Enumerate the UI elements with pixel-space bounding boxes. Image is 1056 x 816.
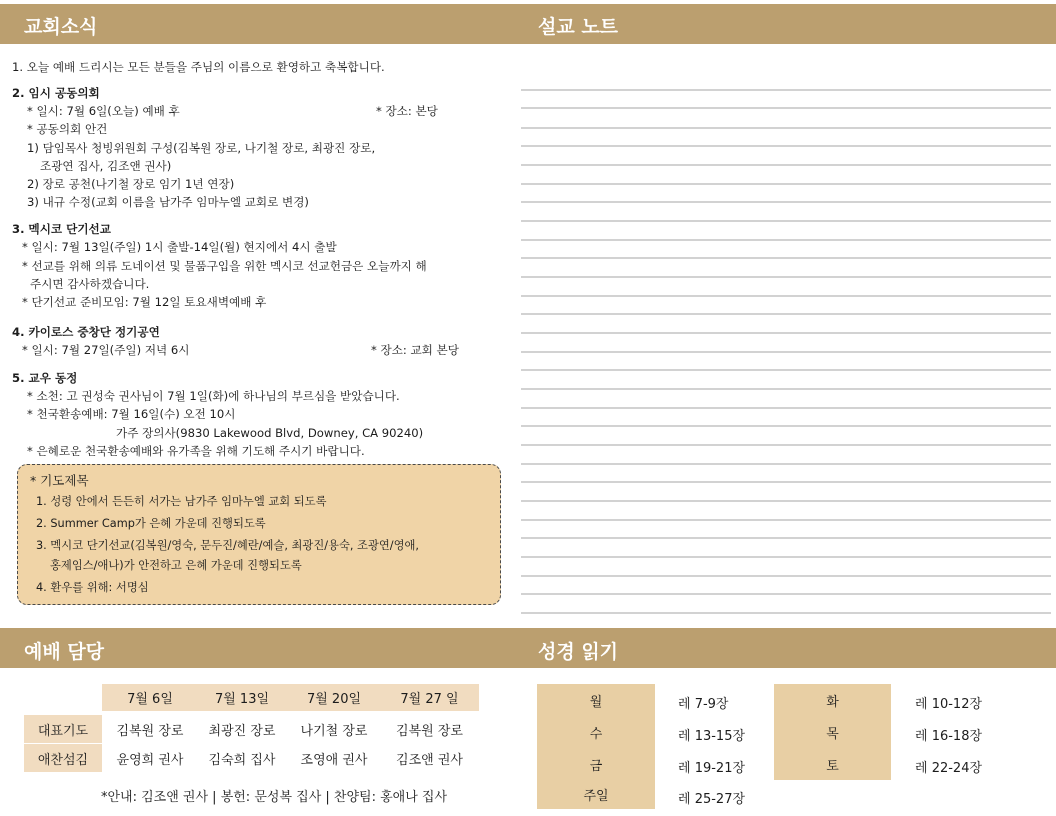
bible-reading-fri: 레 19-21장 bbox=[678, 761, 746, 776]
schedule-cell: 김숙희 집사 bbox=[208, 752, 276, 768]
news-item-4-place: * 장소: 교회 본당 bbox=[371, 343, 459, 357]
schedule-cell: 나기철 장로 bbox=[300, 723, 368, 739]
note-rule-line bbox=[521, 593, 1051, 595]
note-rule-line bbox=[521, 295, 1051, 297]
news-item-2-agenda: * 공동의회 안건 bbox=[27, 122, 108, 136]
note-rule-line bbox=[521, 612, 1051, 614]
prayer-title: * 기도제목 bbox=[30, 473, 89, 488]
note-rule-line bbox=[521, 127, 1051, 129]
bible-reading-tue: 레 10-12장 bbox=[915, 697, 983, 712]
note-rule-line bbox=[521, 239, 1051, 241]
note-rule-line bbox=[521, 463, 1051, 465]
bible-day-fri: 금 bbox=[537, 748, 655, 780]
news-item-2-agenda-2: 2) 장로 공천(나기철 장로 임기 1년 연장) bbox=[27, 177, 235, 191]
bible-day-thu: 목 bbox=[774, 716, 891, 748]
note-rule-line bbox=[521, 89, 1051, 91]
note-rule-line bbox=[521, 220, 1051, 222]
news-section-title: 교회소식 bbox=[24, 16, 98, 38]
news-item-5-line-3: 가주 장의사(9830 Lakewood Blvd, Downey, CA 90240) bbox=[116, 426, 424, 440]
note-rule-line bbox=[521, 444, 1051, 446]
news-item-5-line-1: * 소천: 고 권성숙 권사님이 7월 1일(화)에 하나님의 부르심을 받았습니다. bbox=[27, 389, 400, 403]
note-rule-line bbox=[521, 313, 1051, 315]
schedule-cell: 김조앤 권사 bbox=[396, 752, 463, 768]
note-rule-line bbox=[521, 201, 1051, 203]
note-rule-line bbox=[521, 332, 1051, 334]
bible-day-sun: 주일 bbox=[537, 780, 655, 809]
news-item-5-title: 5. 교우 동정 bbox=[12, 371, 78, 385]
prayer-item-3: 3. 멕시코 단기선교(김복원/영숙, 문두진/혜란/예슬, 최광진/용숙, 조광연/영애, bbox=[36, 539, 420, 552]
news-item-3-line-3: * 단기선교 준비모임: 7월 12일 토요새벽예배 후 bbox=[22, 295, 267, 309]
worship-staff-note: *안내: 김조앤 권사 | 봉헌: 문성복 집사 | 찬양팀: 홍애나 집사 bbox=[101, 790, 447, 805]
news-item-2-title: 2. 임시 공동의회 bbox=[12, 86, 100, 100]
note-rule-line bbox=[521, 575, 1051, 577]
news-item-3-line-1: * 일시: 7월 13일(주일) 1시 출발-14일(월) 현지에서 4시 출발 bbox=[22, 240, 337, 254]
prayer-item-2: 2. Summer Camp가 은혜 가운데 진행되도록 bbox=[36, 517, 266, 530]
schedule-row-label-meal: 애찬섬김 bbox=[24, 744, 102, 772]
schedule-cell: 김복원 장로 bbox=[116, 723, 184, 739]
news-item-2-date: * 일시: 7월 6일(오늘) 예배 후 bbox=[27, 104, 180, 118]
note-rule-line bbox=[521, 425, 1051, 427]
bible-day-tue: 화 bbox=[774, 684, 891, 716]
note-rule-line bbox=[521, 183, 1051, 185]
note-rule-line bbox=[521, 500, 1051, 502]
schedule-row-label-prayer: 대표기도 bbox=[24, 715, 102, 743]
news-item-3-line-2b: 주시면 감사하겠습니다. bbox=[30, 277, 150, 291]
worship-section-title: 예배 담당 bbox=[24, 641, 105, 663]
news-item-2-agenda-3: 3) 내규 수정(교회 이름을 남가주 임마누엘 교회로 변경) bbox=[27, 195, 309, 209]
notes-section-title: 설교 노트 bbox=[538, 16, 619, 38]
note-rule-line bbox=[521, 519, 1051, 521]
bible-day-mon: 월 bbox=[537, 684, 655, 716]
prayer-item-1: 1. 성령 안에서 든든히 서가는 남가주 임마누엘 교회 되도록 bbox=[36, 495, 327, 508]
note-rule-line bbox=[521, 276, 1051, 278]
news-item-3-title: 3. 멕시코 단기선교 bbox=[12, 222, 111, 236]
note-rule-line bbox=[521, 556, 1051, 558]
bible-day-wed: 수 bbox=[537, 716, 655, 748]
bible-reading-mon: 레 7-9장 bbox=[678, 697, 729, 712]
note-rule-line bbox=[521, 481, 1051, 483]
bible-reading-sun: 레 25-27장 bbox=[678, 792, 746, 807]
note-rule-line bbox=[521, 351, 1051, 353]
bible-reading-wed: 레 13-15장 bbox=[678, 729, 746, 744]
bible-reading-sat: 레 22-24장 bbox=[915, 761, 983, 776]
news-header-band bbox=[0, 4, 1056, 44]
news-item-4-date: * 일시: 7월 27일(주일) 저녁 6시 bbox=[22, 343, 190, 357]
schedule-date-4: 7월 27 일 bbox=[400, 692, 459, 707]
schedule-cell: 최광진 장로 bbox=[208, 723, 276, 739]
note-rule-line bbox=[521, 164, 1051, 166]
bible-day-sat: 토 bbox=[774, 748, 891, 780]
schedule-cell: 윤영희 권사 bbox=[116, 752, 184, 768]
prayer-item-3b: 홍제임스/애나)가 안전하고 은혜 가운데 진행되도록 bbox=[50, 559, 302, 572]
note-rule-line bbox=[521, 257, 1051, 259]
worship-header-band bbox=[0, 628, 1056, 668]
note-rule-line bbox=[521, 107, 1051, 109]
note-rule-line bbox=[521, 369, 1051, 371]
bible-section-title: 성경 읽기 bbox=[538, 641, 619, 663]
schedule-date-1: 7월 6일 bbox=[127, 692, 173, 707]
note-rule-line bbox=[521, 537, 1051, 539]
news-item-4-title: 4. 카이로스 중창단 정기공연 bbox=[12, 325, 160, 339]
prayer-item-4: 4. 환우를 위해: 서명심 bbox=[36, 581, 149, 594]
note-rule-line bbox=[521, 145, 1051, 147]
schedule-date-2: 7월 13일 bbox=[214, 692, 270, 707]
schedule-date-3: 7월 20일 bbox=[306, 692, 362, 707]
news-item-3-line-2: * 선교를 위해 의류 도네이션 및 물품구입을 위한 멕시코 선교헌금은 오늘까지 해 bbox=[22, 259, 427, 273]
news-item-2-agenda-1b: 조광연 집사, 김조앤 권사) bbox=[40, 159, 172, 173]
bible-reading-thu: 레 16-18장 bbox=[915, 729, 983, 744]
note-rule-line bbox=[521, 388, 1051, 390]
news-item-5-line-2: * 천국환송예배: 7월 16일(수) 오전 10시 bbox=[27, 407, 236, 421]
prayer-box bbox=[17, 464, 501, 605]
news-item-2-agenda-1: 1) 담임목사 청빙위원회 구성(김복원 장로, 나기철 장로, 최광진 장로, bbox=[27, 141, 376, 155]
note-rule-line bbox=[521, 407, 1051, 409]
schedule-cell: 김복원 장로 bbox=[396, 723, 463, 739]
news-item-2-place: * 장소: 본당 bbox=[376, 104, 438, 118]
news-item-1: 1. 오늘 예배 드리시는 모든 분들을 주님의 이름으로 환영하고 축복합니다. bbox=[12, 60, 385, 74]
news-item-5-line-4: * 은혜로운 천국환송예배와 유가족을 위해 기도해 주시기 바랍니다. bbox=[27, 444, 365, 458]
schedule-cell: 조영애 권사 bbox=[300, 752, 368, 768]
